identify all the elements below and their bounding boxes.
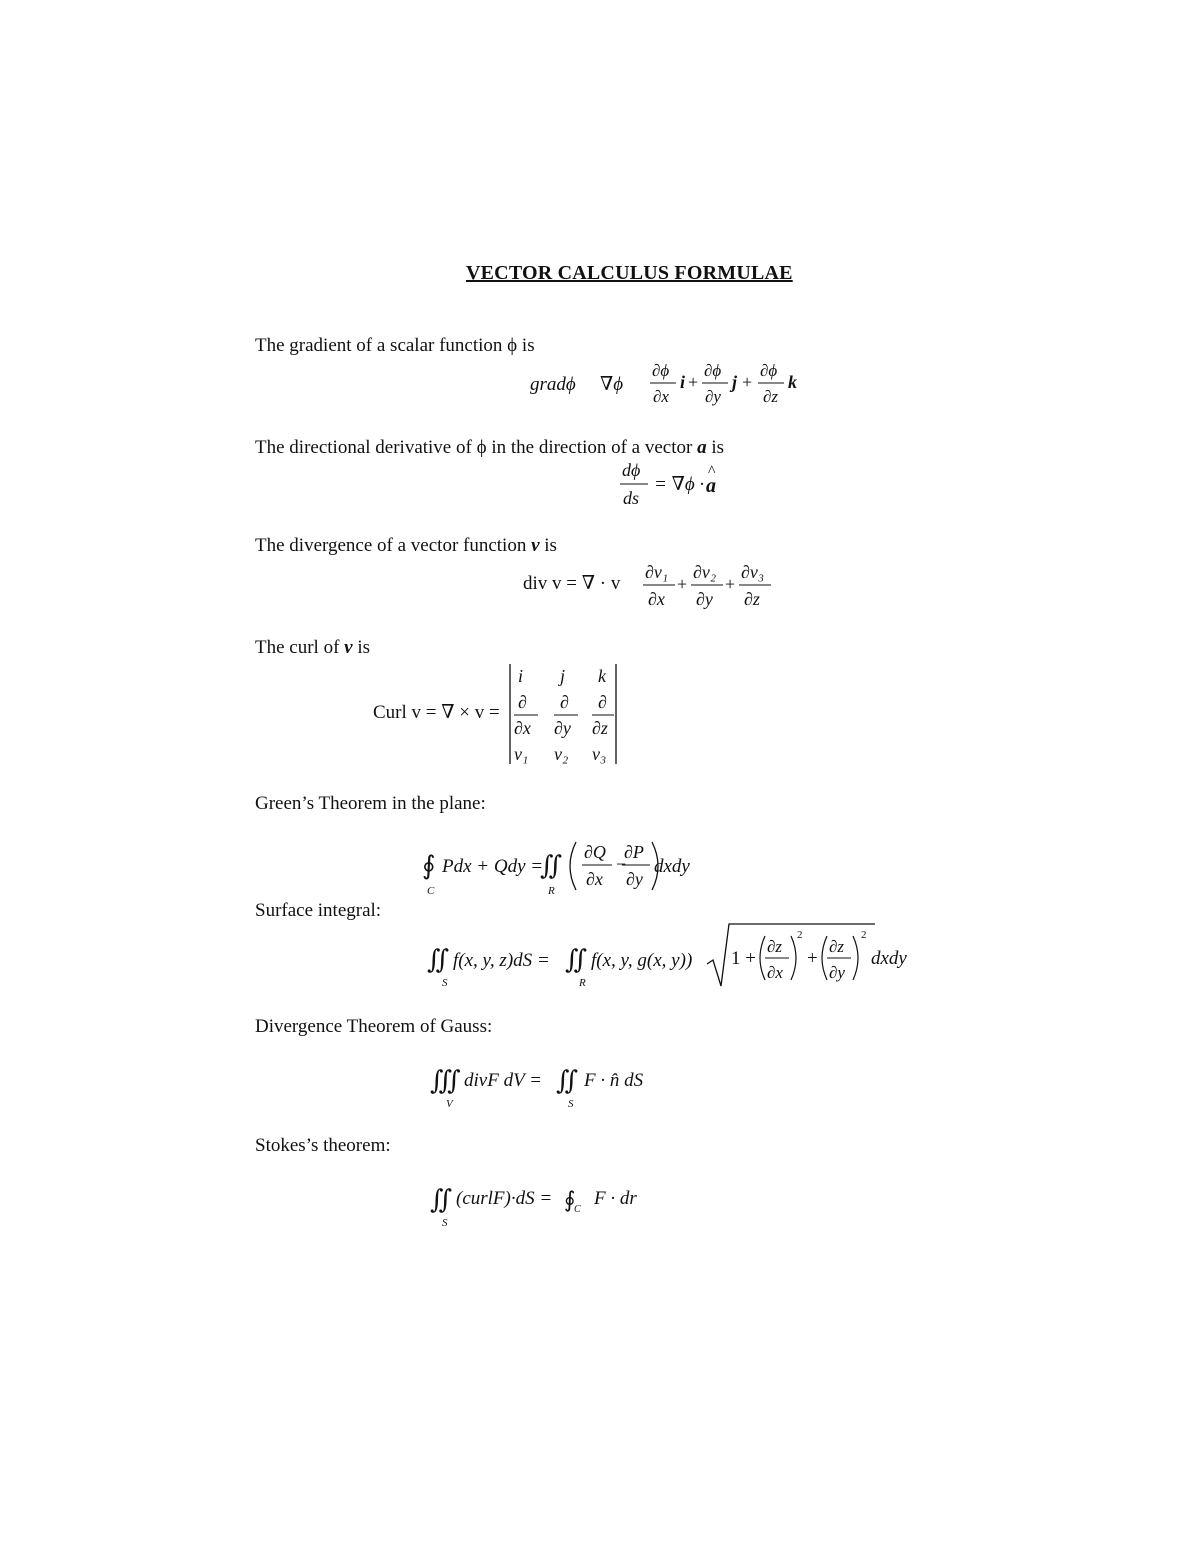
curl-r2-num-2: ∂ bbox=[560, 692, 569, 712]
greens-lhs: Pdx + Qdy = bbox=[442, 856, 544, 877]
div-lhs: div v = ∇ · v bbox=[523, 573, 621, 594]
grad-j: j bbox=[732, 372, 738, 392]
surface-iint-2: ∬ bbox=[565, 945, 588, 974]
surface-dz-1: ∂z bbox=[767, 937, 783, 956]
greens-dy: ∂y bbox=[626, 869, 643, 889]
curl-lhs: Curl v = ∇ × v = bbox=[373, 702, 500, 723]
surface-paren-1r bbox=[791, 936, 796, 980]
gauss-sub-v: V bbox=[446, 1098, 453, 1110]
div-num-1: ∂v₁ bbox=[645, 562, 669, 582]
greens-dq: ∂Q bbox=[584, 842, 606, 862]
divergence-formula bbox=[515, 558, 785, 614]
gauss-lhs: divF dV = bbox=[464, 1070, 542, 1091]
surface-paren-1l bbox=[760, 936, 765, 980]
stokes-rhs: F · dr bbox=[594, 1188, 637, 1209]
gauss-sub-s: S bbox=[568, 1098, 574, 1110]
surface-dz-2: ∂z bbox=[829, 937, 845, 956]
greens-tail: dxdy bbox=[654, 856, 690, 877]
surface-sq-2: 2 bbox=[861, 929, 867, 941]
greens-iint: ∬ bbox=[540, 851, 563, 880]
curl-r2-den-3: ∂z bbox=[592, 718, 608, 738]
curl-r3c3: v₃ bbox=[592, 744, 607, 764]
surface-text: Surface integral: bbox=[255, 900, 382, 921]
dir-denominator: ds bbox=[623, 488, 640, 508]
greens-dp: ∂P bbox=[624, 842, 644, 862]
div-den-2: ∂y bbox=[696, 589, 713, 609]
surface-paren-2l bbox=[822, 936, 827, 980]
curl-text: The curl of v is bbox=[255, 637, 371, 658]
greens-paren-left bbox=[570, 842, 576, 890]
divergence-text: The divergence of a vector function v is bbox=[255, 535, 557, 556]
dir-numerator: dϕ bbox=[622, 460, 641, 480]
gauss-formula bbox=[428, 1055, 648, 1111]
surface-formula bbox=[425, 918, 920, 990]
stokes-text: Stokes’s theorem: bbox=[255, 1135, 391, 1156]
curl-r2-num-1: ∂ bbox=[518, 692, 527, 712]
grad-nabla: ∇ϕ bbox=[600, 374, 624, 395]
stokes-oint: ∮ bbox=[564, 1187, 576, 1212]
stokes-sub-c: C bbox=[574, 1204, 581, 1215]
gradient-formula bbox=[520, 360, 820, 412]
gauss-iiint: ∭ bbox=[430, 1066, 461, 1095]
curl-formula bbox=[368, 660, 628, 768]
grad-plus-2: + bbox=[742, 372, 753, 392]
stokes-lhs: (curlF)·dS = bbox=[456, 1188, 553, 1209]
dir-hat: ^ bbox=[708, 463, 716, 480]
curl-r1c2: j bbox=[560, 666, 566, 686]
stokes-iint: ∬ bbox=[430, 1185, 453, 1214]
div-plus-1: + bbox=[677, 574, 688, 594]
surface-part2: f(x, y, g(x, y)) bbox=[591, 950, 693, 971]
surface-paren-2r bbox=[853, 936, 858, 980]
grad-num-z: ∂ϕ bbox=[760, 361, 778, 380]
div-den-3: ∂z bbox=[744, 589, 760, 609]
gauss-iint: ∬ bbox=[556, 1066, 579, 1095]
grad-den-z: ∂z bbox=[763, 387, 779, 406]
surface-plus: + bbox=[807, 948, 818, 969]
surface-dy: ∂y bbox=[829, 963, 845, 982]
greens-minus: − bbox=[616, 854, 627, 874]
div-num-3: ∂v₃ bbox=[741, 562, 765, 582]
grad-k: k bbox=[788, 372, 797, 392]
curl-r1c1: i bbox=[518, 666, 524, 686]
gauss-text: Divergence Theorem of Gauss: bbox=[255, 1016, 493, 1037]
div-num-2: ∂v₂ bbox=[693, 562, 717, 582]
div-den-1: ∂x bbox=[648, 589, 665, 609]
grad-den-y: ∂y bbox=[705, 387, 721, 406]
curl-r3c1: v₁ bbox=[514, 744, 529, 764]
greens-oint: ∮ bbox=[422, 851, 436, 880]
surface-part1: f(x, y, z)dS = bbox=[453, 950, 550, 971]
surface-dx: ∂x bbox=[767, 963, 783, 982]
gauss-rhs: F · n̂ dS bbox=[584, 1070, 644, 1091]
dir-rhs: = ∇ϕ · bbox=[654, 474, 705, 495]
surface-one-plus: 1 + bbox=[731, 948, 756, 969]
curl-r2-den-1: ∂x bbox=[514, 718, 531, 738]
greens-sub-c: C bbox=[427, 885, 435, 897]
greens-formula bbox=[418, 832, 708, 900]
greens-dx: ∂x bbox=[586, 869, 603, 889]
grad-lhs: gradϕ bbox=[530, 374, 576, 395]
dir-a-hat: a bbox=[706, 475, 716, 497]
surface-tail: dxdy bbox=[871, 948, 907, 969]
directional-text: The directional derivative of ϕ in the direction of a vector a is bbox=[255, 437, 725, 458]
greens-sub-r: R bbox=[548, 885, 555, 897]
surface-sub-s: S bbox=[442, 977, 448, 989]
curl-r3c2: v₂ bbox=[554, 744, 569, 764]
surface-sub-r: R bbox=[579, 977, 586, 989]
page-title: VECTOR CALCULUS FORMULAE bbox=[466, 262, 793, 284]
directional-formula bbox=[610, 458, 740, 514]
curl-r1c3: k bbox=[598, 666, 606, 686]
surface-iint-1: ∬ bbox=[427, 945, 450, 974]
grad-num-y: ∂ϕ bbox=[704, 361, 722, 380]
grad-den-x: ∂x bbox=[653, 387, 669, 406]
greens-text: Green’s Theorem in the plane: bbox=[255, 793, 486, 814]
curl-r2-num-3: ∂ bbox=[598, 692, 607, 712]
stokes-formula bbox=[428, 1172, 658, 1230]
gradient-text: The gradient of a scalar function ϕ is bbox=[255, 335, 535, 356]
stokes-sub-s: S bbox=[442, 1217, 448, 1229]
curl-r2-den-2: ∂y bbox=[554, 718, 571, 738]
grad-i: i bbox=[680, 372, 686, 392]
grad-num-x: ∂ϕ bbox=[652, 361, 670, 380]
surface-sq-1: 2 bbox=[797, 929, 803, 941]
div-plus-2: + bbox=[725, 574, 736, 594]
grad-plus-1: + bbox=[688, 372, 699, 392]
